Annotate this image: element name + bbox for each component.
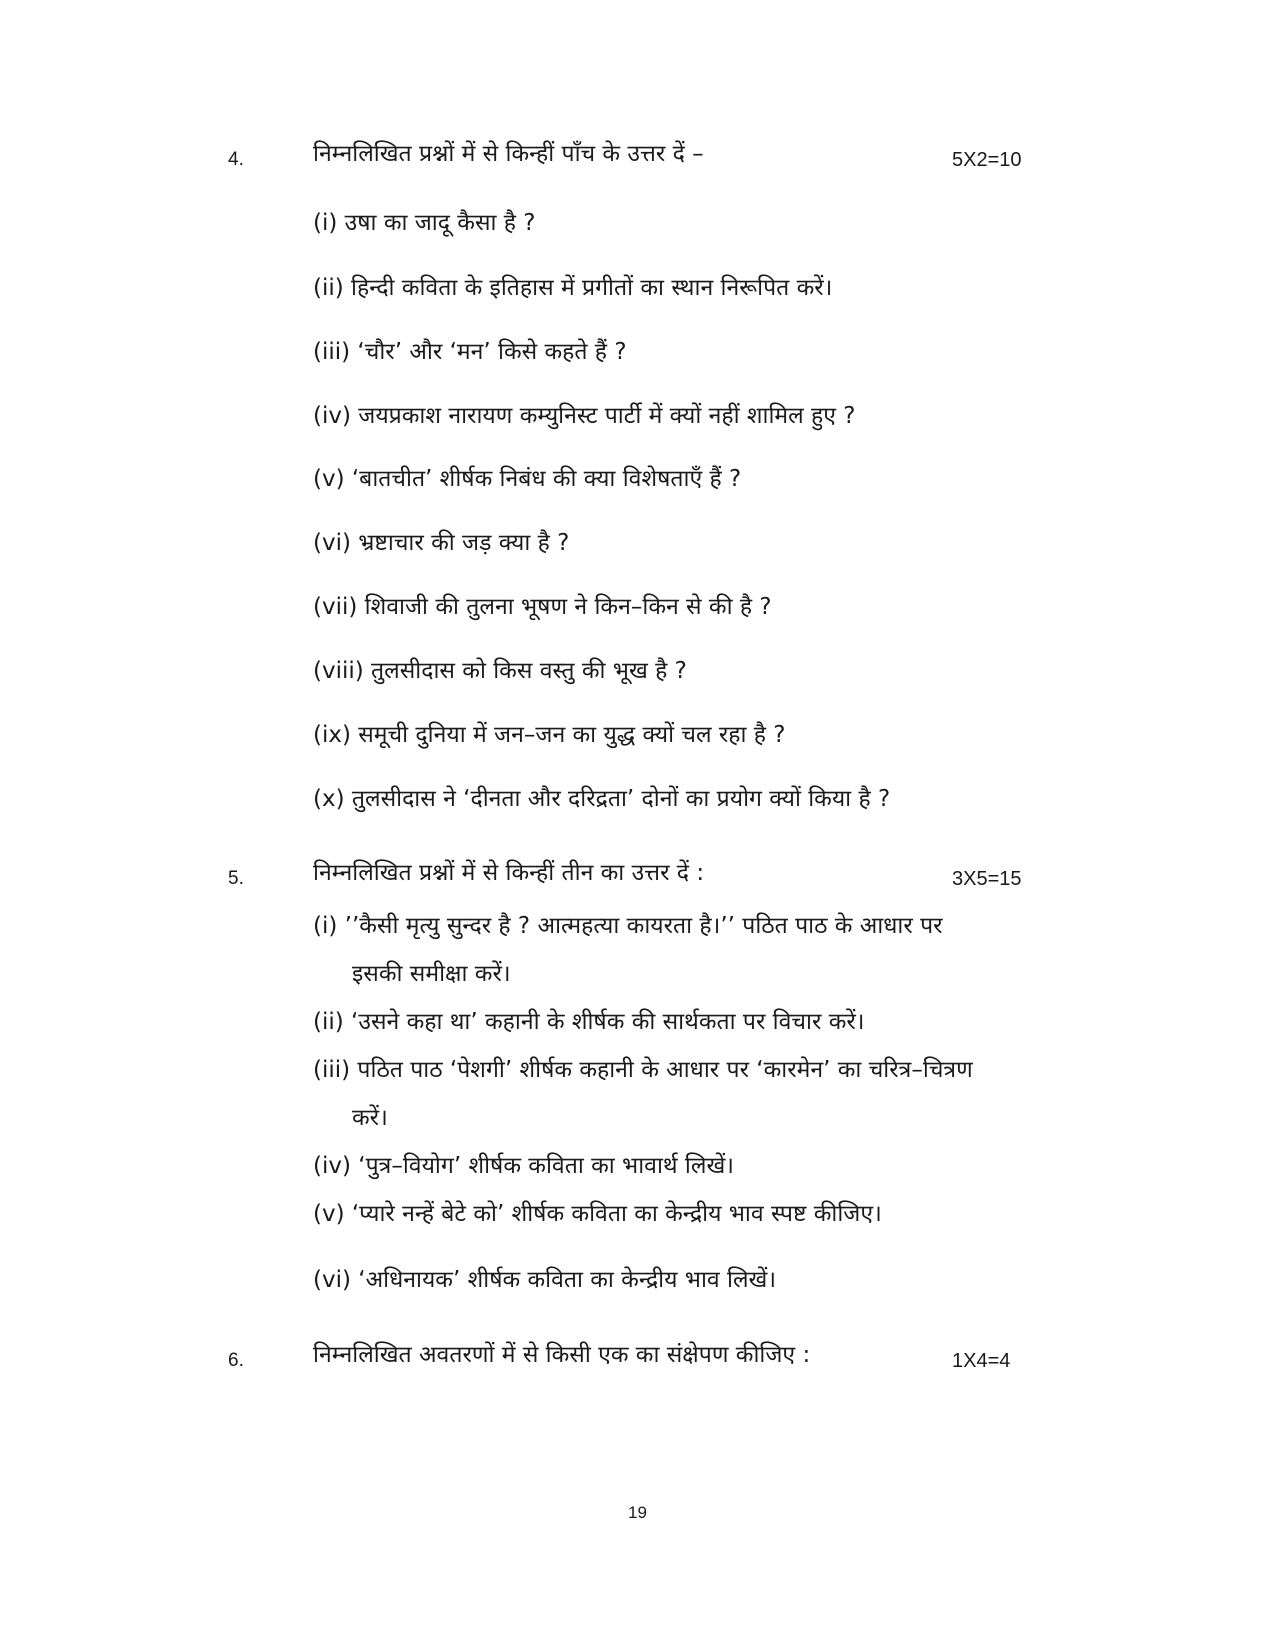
q4-item-iv: (iv) जयप्रकाश नारायण कम्युनिस्ट पार्टी में क्यों नहीं शामिल हुए ?	[313, 403, 856, 429]
q5-item-ii: (ii) ‘उसने कहा था’ कहानी के शीर्षक की सार्थकता पर विचार करें।	[313, 1009, 865, 1035]
q4-item-x: (x) तुलसीदास ने ‘दीनता और दरिद्रता’ दोनों का प्रयोग क्यों किया है ?	[313, 786, 891, 812]
question-6-number: 6.	[228, 1350, 244, 1371]
question-4-marks: 5X2=10	[952, 149, 1022, 171]
question-5-marks: 3X5=15	[952, 868, 1022, 890]
question-6-prompt: निम्नलिखित अवतरणों में से किसी एक का संक्षेपण कीजिए :	[313, 1342, 811, 1368]
question-5-number: 5.	[228, 868, 244, 889]
q4-item-vi: (vi) भ्रष्टाचार की जड़ क्या है ?	[313, 530, 570, 556]
q5-item-i-continued: इसकी समीक्षा करें।	[352, 961, 511, 987]
q4-item-v: (v) ‘बातचीत’ शीर्षक निबंध की क्या विशेषताएँ हैं ?	[313, 466, 742, 492]
question-4-prompt: निम्नलिखित प्रश्नों में से किन्हीं पाँच के उत्तर दें –	[313, 141, 704, 167]
question-4-number: 4.	[228, 149, 244, 170]
q4-item-i: (i) उषा का जादू कैसा है ?	[313, 210, 536, 236]
q5-item-v: (v) ‘प्यारे नन्हें बेटे को’ शीर्षक कविता का केन्द्रीय भाव स्पष्ट कीजिए।	[313, 1201, 882, 1227]
q5-item-iii-continued: करें।	[352, 1105, 388, 1131]
q4-item-ii: (ii) हिन्दी कविता के इतिहास में प्रगीतों का स्थान निरूपित करें।	[313, 275, 833, 301]
q4-item-iii: (iii) ‘चौर’ और ‘मन’ किसे कहते हैं ?	[313, 339, 627, 365]
question-5-prompt: निम्नलिखित प्रश्नों में से किन्हीं तीन का उत्तर दें :	[313, 860, 705, 886]
q4-item-vii: (vii) शिवाजी की तुलना भूषण ने किन–किन से की है ?	[313, 594, 772, 620]
q5-item-iii: (iii) पठित पाठ ‘पेशगी’ शीर्षक कहानी के आधार पर ‘कारमेन’ का चरित्र–चित्रण	[313, 1057, 973, 1083]
q5-item-iv: (iv) ‘पुत्र–वियोग’ शीर्षक कविता का भावार्थ लिखें।	[313, 1153, 734, 1179]
question-6-marks: 1X4=4	[952, 1350, 1011, 1372]
q4-item-viii: (viii) तुलसीदास को किस वस्तु की भूख है ?	[313, 658, 687, 684]
q4-item-ix: (ix) समूची दुनिया में जन–जन का युद्ध क्यों चल रहा है ?	[313, 722, 786, 748]
q5-item-vi: (vi) ‘अधिनायक’ शीर्षक कविता का केन्द्रीय भाव लिखें।	[313, 1267, 777, 1293]
page-number: 19	[628, 1503, 647, 1522]
q5-item-i: (i) ’’कैसी मृत्यु सुन्दर है ? आत्महत्या कायरता है।’’ पठित पाठ के आधार पर	[313, 913, 943, 939]
